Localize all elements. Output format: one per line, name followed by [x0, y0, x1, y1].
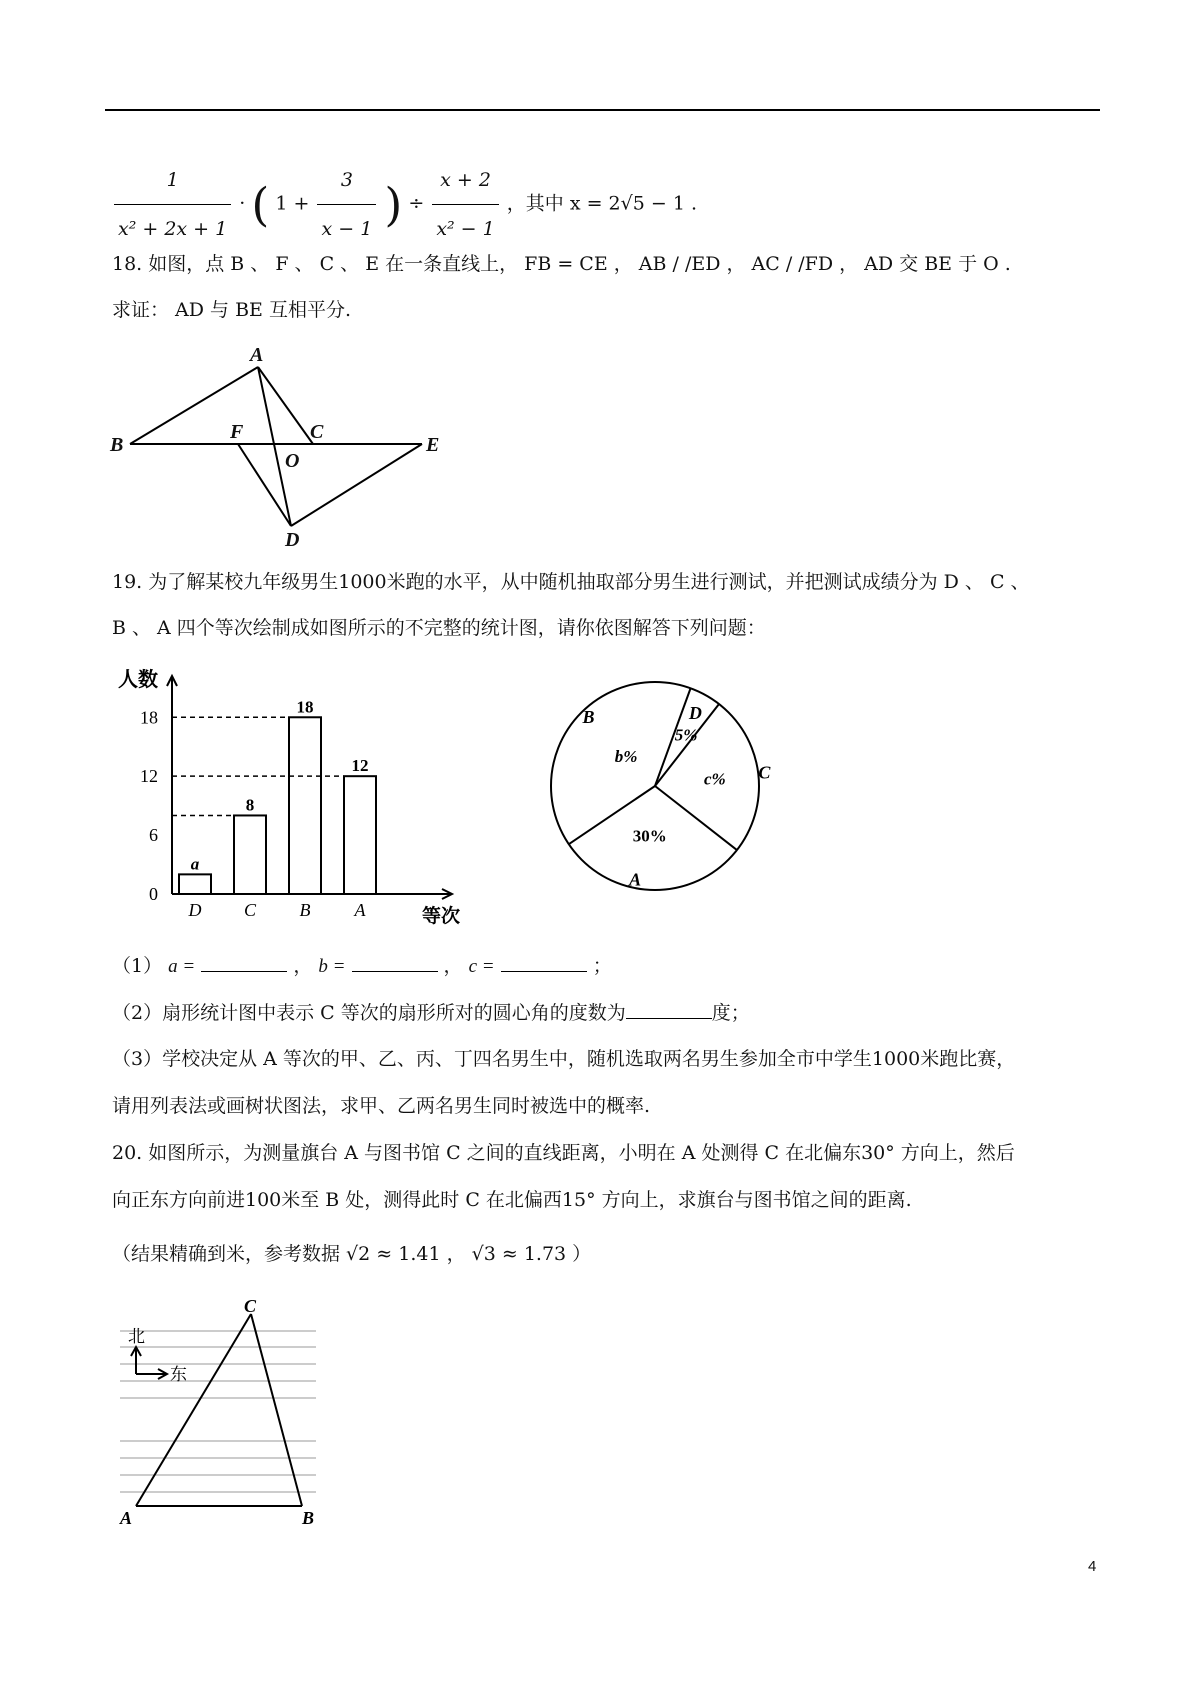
label-O: O: [285, 450, 300, 472]
y-tick-label: 0: [149, 884, 158, 904]
sub1-sep-2: ，: [443, 955, 463, 977]
label-A: A: [250, 344, 264, 366]
compass-arrows: [131, 1347, 167, 1379]
sub1-a-label: a =: [168, 956, 196, 977]
label-D: D: [285, 529, 300, 550]
q20-line-1: 20. 如图所示，为测量旗台 A 与图书馆 C 之间的直线距离，小明在 A 处测得 C 在北偏东30° 方向上，然后: [112, 1142, 1015, 1164]
one-plus: 1 +: [275, 192, 310, 215]
x-tick-label: C: [243, 900, 257, 920]
q18-line-2: 求证： AD 与 BE 互相平分.: [112, 299, 351, 321]
bar-D: [179, 874, 211, 894]
label-F: F: [230, 421, 244, 443]
bar-data-label: 12: [351, 756, 369, 776]
q20-line-3: （结果精确到米，参考数据 √2 ≈ 1.41 ， √3 ≈ 1.73 ）: [112, 1243, 592, 1265]
answer-c-blank[interactable]: [501, 953, 587, 972]
q19-sub3-line-2: 请用列表法或画树状图法，求甲、乙两名男生同时被选中的概率.: [112, 1095, 651, 1117]
pie-slice-label-D: D: [688, 703, 702, 724]
pie-slice-label-A: A: [629, 869, 642, 890]
page-number: 4: [1088, 1558, 1097, 1575]
label-B: B: [110, 434, 124, 456]
x-tick-label: D: [188, 900, 202, 920]
q19-sub3-line-1: （3）学校决定从 A 等次的甲、乙、丙、丁四名男生中，随机选取两名男生参加全市中学生1000米跑比赛，: [112, 1048, 1016, 1070]
fraction-1-numerator: 1: [166, 169, 179, 191]
pie-chart: [520, 665, 780, 915]
sub1-b-label: b =: [318, 956, 346, 977]
sub2-text: （2）扇形统计图中表示 C 等次的扇形所对的圆心角的度数为: [112, 1002, 626, 1024]
fraction-1: [114, 158, 231, 251]
segment-AC: [136, 1314, 251, 1506]
fraction-2-denominator: x − 1: [317, 204, 376, 251]
q20-line-2: 向正东方向前进100米至 B 处，测得此时 C 在北偏西15° 方向上，求旗台与图书馆之间的距离.: [112, 1189, 912, 1211]
east-label: 东: [170, 1365, 187, 1384]
header-rule: [105, 109, 1100, 111]
left-paren: (: [251, 177, 270, 232]
q19-line-2: B 、 A 四个等次绘制成如图所示的不完整的统计图，请你依图解答下列问题：: [112, 617, 766, 639]
label-B: B: [302, 1508, 315, 1528]
divide-operator: ÷: [408, 192, 425, 215]
answer-b-blank[interactable]: [352, 953, 438, 972]
label-C: C: [310, 421, 324, 443]
fraction-1-denominator: x² + 2x + 1: [114, 204, 231, 251]
sub2-end: 度；: [711, 1002, 750, 1024]
dot-operator: ·: [239, 192, 246, 215]
bar-C: [234, 815, 266, 894]
right-paren: ): [384, 177, 403, 232]
bar-chart: [110, 668, 490, 928]
pie-slice-value-A: 30%: [632, 826, 667, 846]
label-A: A: [120, 1508, 133, 1528]
fraction-3: [432, 158, 498, 251]
expression-condition: ，其中 x = 2√5 − 1 .: [506, 192, 697, 215]
y-tick-label: 6: [149, 825, 158, 846]
y-tick-label: 12: [140, 766, 158, 787]
x-tick-label: B: [299, 900, 311, 920]
sub1-end: ；: [592, 955, 612, 977]
sub1-prefix: （1）: [112, 955, 163, 977]
y-axis-label: 人数: [118, 669, 158, 691]
expression-line: [112, 158, 697, 251]
answer-a-blank[interactable]: [201, 953, 287, 972]
q19-sub2: [112, 999, 750, 1027]
q20-figure: [110, 1298, 330, 1528]
pie-slice-value-C: c%: [704, 769, 726, 789]
y-tick-label: 18: [140, 707, 158, 728]
q19-sub1: [112, 952, 612, 981]
bar-data-label: a: [190, 854, 200, 874]
north-label: 北: [128, 1327, 145, 1346]
bar-B: [289, 717, 321, 894]
pie-slice-value-B: b%: [614, 747, 638, 767]
sub1-c-label: c =: [468, 956, 495, 977]
answer-angle-blank[interactable]: [626, 1000, 712, 1019]
label-C: C: [244, 1298, 257, 1316]
fraction-3-denominator: x² − 1: [432, 204, 498, 251]
pie-slice-value-D: 5%: [674, 725, 698, 745]
bar-data-label: 18: [296, 697, 314, 717]
pie-slice-label-C: C: [758, 762, 771, 783]
q18-figure: [100, 340, 460, 550]
label-E: E: [426, 434, 440, 456]
q18-line-1: 18. 如图，点 B 、 F 、 C 、 E 在一条直线上， FB = CE ， AB / /ED ， AC / /FD ， AD 交 BE 于 O .: [112, 253, 1011, 275]
pie-boundary: [655, 786, 737, 850]
fraction-3-numerator: x + 2: [440, 169, 491, 191]
sub1-sep-1: ，: [293, 955, 313, 977]
q19-line-1: 19. 为了解某校九年级男生1000米跑的水平，从中随机抽取部分男生进行测试，并把测试成绩分为 D 、 C 、: [112, 571, 1030, 593]
pie-slice-label-B: B: [582, 707, 595, 728]
segment-DE: [291, 444, 422, 526]
fraction-2: [317, 158, 376, 251]
segment-BC: [251, 1314, 302, 1506]
bar-A: [344, 776, 376, 894]
fraction-2-numerator: 3: [340, 169, 353, 191]
x-axis-label: 等次: [422, 906, 461, 927]
bar-data-label: 8: [245, 795, 255, 815]
x-tick-label: A: [354, 900, 366, 920]
